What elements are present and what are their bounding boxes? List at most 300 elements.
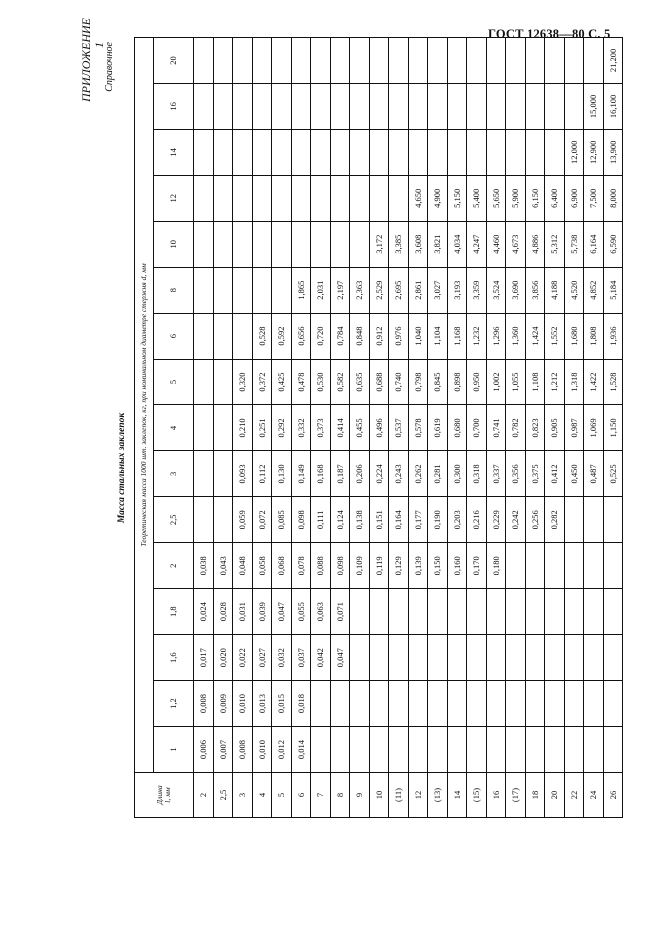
mass-cell: 1,150 [603, 405, 623, 451]
mass-cell [467, 635, 487, 681]
mass-cell: 0,619 [428, 405, 448, 451]
length-cell: 14 [447, 773, 467, 818]
mass-cell [272, 175, 292, 221]
length-cell: (11) [389, 773, 409, 818]
mass-cell [506, 543, 526, 589]
mass-table [134, 37, 623, 818]
mass-cell [350, 589, 370, 635]
length-cell: 4 [252, 773, 272, 818]
diameter-header-cell: 10 [154, 221, 194, 267]
mass-cell [486, 727, 506, 773]
mass-cell [252, 267, 272, 313]
mass-cell [545, 727, 565, 773]
mass-cell [389, 681, 409, 727]
mass-cell: 0,039 [252, 589, 272, 635]
mass-cell [389, 727, 409, 773]
mass-cell: 0,119 [369, 543, 389, 589]
mass-cell: 0,010 [233, 681, 253, 727]
mass-cell [545, 129, 565, 175]
mass-cell [311, 129, 331, 175]
mass-cell: 0,111 [311, 497, 331, 543]
mass-cell: 3,359 [467, 267, 487, 313]
mass-cell: 0,332 [291, 405, 311, 451]
mass-cell [311, 681, 331, 727]
mass-cell: 0,320 [233, 359, 253, 405]
table-row [564, 38, 584, 818]
diameter-header-cell: 4 [154, 405, 194, 451]
mass-cell: 0,160 [447, 543, 467, 589]
mass-cell: 0,528 [252, 313, 272, 359]
mass-cell [194, 497, 214, 543]
mass-cell: 3,856 [525, 267, 545, 313]
mass-cell: 3,608 [408, 221, 428, 267]
mass-cell [584, 497, 604, 543]
mass-cell: 1,680 [564, 313, 584, 359]
mass-cell [389, 589, 409, 635]
table-row [603, 38, 623, 818]
mass-cell [603, 543, 623, 589]
mass-cell: 0,072 [252, 497, 272, 543]
mass-cell: 2,031 [311, 267, 331, 313]
diameter-header-cell: 16 [154, 83, 194, 129]
mass-cell [330, 129, 350, 175]
length-cell: 2 [194, 773, 214, 818]
mass-cell [486, 38, 506, 84]
mass-cell: 0,098 [330, 543, 350, 589]
table-row [447, 38, 467, 818]
mass-cell [369, 83, 389, 129]
mass-cell [194, 175, 214, 221]
mass-cell [213, 129, 233, 175]
mass-cell: 0,112 [252, 451, 272, 497]
mass-cell: 0,496 [369, 405, 389, 451]
mass-cell: 0,784 [330, 313, 350, 359]
mass-cell: 4,886 [525, 221, 545, 267]
mass-cell: 0,700 [467, 405, 487, 451]
mass-cell [330, 83, 350, 129]
table-row [428, 38, 448, 818]
mass-cell [428, 83, 448, 129]
mass-cell: 12,900 [584, 129, 604, 175]
mass-cell: 4,900 [428, 175, 448, 221]
mass-cell: 8,000 [603, 175, 623, 221]
mass-cell: 0,038 [194, 543, 214, 589]
mass-cell: 0,582 [330, 359, 350, 405]
mass-cell [584, 727, 604, 773]
mass-cell: 0,224 [369, 451, 389, 497]
mass-cell [545, 635, 565, 681]
mass-cell [564, 635, 584, 681]
mass-cell: 0,008 [194, 681, 214, 727]
mass-cell: 0,720 [311, 313, 331, 359]
mass-cell: 4,852 [584, 267, 604, 313]
mass-cell [584, 635, 604, 681]
mass-cell: 1,168 [447, 313, 467, 359]
mass-cell: 0,741 [486, 405, 506, 451]
table-row [389, 38, 409, 818]
mass-cell: 0,124 [330, 497, 350, 543]
mass-cell [564, 681, 584, 727]
appendix-label [79, 18, 116, 102]
mass-cell [506, 83, 526, 129]
mass-cell [603, 589, 623, 635]
mass-cell [525, 38, 545, 84]
mass-cell: 0,015 [272, 681, 292, 727]
mass-cell: 6,400 [545, 175, 565, 221]
mass-cell: 0,009 [213, 681, 233, 727]
table-row [467, 38, 487, 818]
mass-cell [428, 129, 448, 175]
table-row [486, 38, 506, 818]
mass-cell: 2,695 [389, 267, 409, 313]
mass-cell [564, 589, 584, 635]
mass-cell [233, 221, 253, 267]
mass-cell: 0,139 [408, 543, 428, 589]
mass-cell: 0,537 [389, 405, 409, 451]
header-row [135, 38, 154, 818]
diameter-header-cell: 14 [154, 129, 194, 175]
mass-cell: 0,530 [311, 359, 331, 405]
table-row [330, 38, 350, 818]
mass-cell [213, 83, 233, 129]
mass-cell: 1,296 [486, 313, 506, 359]
mass-cell: 0,251 [252, 405, 272, 451]
mass-cell [408, 635, 428, 681]
mass-cell: 0,976 [389, 313, 409, 359]
length-cell: (15) [467, 773, 487, 818]
mass-cell: 3,524 [486, 267, 506, 313]
mass-cell [213, 267, 233, 313]
mass-cell [389, 129, 409, 175]
mass-cell [233, 129, 253, 175]
mass-cell: 0,845 [428, 359, 448, 405]
length-header-line: Длина [154, 785, 164, 805]
mass-header-cell: Теоретическая масса 1000 шт. заклепок, кг, при номинальном диаметре стержня d, мм [135, 38, 154, 773]
mass-cell: 0,592 [272, 313, 292, 359]
length-cell: 12 [408, 773, 428, 818]
mass-cell: 0,063 [311, 589, 331, 635]
mass-cell: 1,865 [291, 267, 311, 313]
mass-cell: 6,900 [564, 175, 584, 221]
mass-cell: 0,414 [330, 405, 350, 451]
mass-cell: 0,180 [486, 543, 506, 589]
mass-cell: 0,012 [272, 727, 292, 773]
length-cell: 26 [603, 773, 623, 818]
mass-cell: 4,650 [408, 175, 428, 221]
mass-cell: 0,055 [291, 589, 311, 635]
mass-cell [311, 221, 331, 267]
mass-cell [564, 497, 584, 543]
diameter-header-cell: 2 [154, 543, 194, 589]
mass-cell [486, 83, 506, 129]
mass-cell: 1,360 [506, 313, 526, 359]
mass-cell [486, 129, 506, 175]
mass-cell [408, 681, 428, 727]
mass-cell [545, 589, 565, 635]
mass-cell [311, 175, 331, 221]
mass-cell: 0,525 [603, 451, 623, 497]
mass-cell [603, 497, 623, 543]
mass-cell: 0,688 [369, 359, 389, 405]
mass-cell: 0,085 [272, 497, 292, 543]
mass-cell [447, 38, 467, 84]
mass-cell: 0,008 [233, 727, 253, 773]
diameter-header-cell: 8 [154, 267, 194, 313]
mass-cell: 0,018 [291, 681, 311, 727]
mass-cell [506, 38, 526, 84]
mass-cell: 0,028 [213, 589, 233, 635]
mass-cell: 0,243 [389, 451, 409, 497]
mass-cell [467, 681, 487, 727]
mass-cell [408, 38, 428, 84]
mass-cell: 0,373 [311, 405, 331, 451]
mass-cell: 5,400 [467, 175, 487, 221]
mass-cell: 0,042 [311, 635, 331, 681]
mass-cell: 5,150 [447, 175, 467, 221]
mass-cell: 0,798 [408, 359, 428, 405]
mass-cell [525, 727, 545, 773]
mass-cell [389, 635, 409, 681]
appendix-title: ПРИЛОЖЕНИЕ 1 [79, 18, 106, 102]
table-row [525, 38, 545, 818]
mass-cell: 5,312 [545, 221, 565, 267]
mass-cell: 0,656 [291, 313, 311, 359]
mass-cell: 1,212 [545, 359, 565, 405]
mass-cell [350, 727, 370, 773]
mass-cell [330, 38, 350, 84]
length-cell: 3 [233, 773, 253, 818]
mass-cell [330, 727, 350, 773]
mass-cell: 0,027 [252, 635, 272, 681]
mass-cell [233, 83, 253, 129]
mass-cell: 0,020 [213, 635, 233, 681]
mass-cell [525, 129, 545, 175]
mass-cell [213, 175, 233, 221]
length-cell: 9 [350, 773, 370, 818]
table-row [291, 38, 311, 818]
mass-cell: 0,372 [252, 359, 272, 405]
mass-cell: 3,027 [428, 267, 448, 313]
mass-cell [467, 129, 487, 175]
mass-cell [213, 359, 233, 405]
mass-cell [467, 83, 487, 129]
mass-cell: 0,578 [408, 405, 428, 451]
mass-cell: 3,690 [506, 267, 526, 313]
mass-cell: 0,109 [350, 543, 370, 589]
mass-cell: 1,232 [467, 313, 487, 359]
mass-cell: 0,229 [486, 497, 506, 543]
mass-cell: 4,247 [467, 221, 487, 267]
mass-cell: 0,203 [447, 497, 467, 543]
mass-cell [428, 681, 448, 727]
mass-cell: 16,100 [603, 83, 623, 129]
mass-cell: 0,187 [330, 451, 350, 497]
mass-cell: 0,013 [252, 681, 272, 727]
mass-cell [194, 221, 214, 267]
mass-cell [447, 635, 467, 681]
mass-cell: 0,010 [252, 727, 272, 773]
mass-cell [350, 221, 370, 267]
mass-cell: 0,898 [447, 359, 467, 405]
mass-cell: 0,190 [428, 497, 448, 543]
mass-cell: 0,216 [467, 497, 487, 543]
mass-cell [486, 589, 506, 635]
mass-cell: 0,318 [467, 451, 487, 497]
mass-cell: 5,900 [506, 175, 526, 221]
mass-cell: 0,164 [389, 497, 409, 543]
mass-cell: 1,318 [564, 359, 584, 405]
mass-cell [408, 727, 428, 773]
mass-cell [291, 83, 311, 129]
mass-cell: 13,900 [603, 129, 623, 175]
mass-cell: 1,055 [506, 359, 526, 405]
mass-cell: 0,206 [350, 451, 370, 497]
mass-cell: 0,129 [389, 543, 409, 589]
mass-cell [447, 727, 467, 773]
mass-cell: 0,093 [233, 451, 253, 497]
mass-cell: 2,197 [330, 267, 350, 313]
mass-cell [467, 589, 487, 635]
mass-cell [213, 497, 233, 543]
mass-cell: 0,078 [291, 543, 311, 589]
mass-cell [486, 681, 506, 727]
mass-cell: 0,037 [291, 635, 311, 681]
mass-cell: 0,823 [525, 405, 545, 451]
mass-cell [389, 83, 409, 129]
mass-cell: 12,000 [564, 129, 584, 175]
mass-cell [564, 727, 584, 773]
mass-cell: 0,848 [350, 313, 370, 359]
mass-cell: 0,022 [233, 635, 253, 681]
mass-cell [369, 727, 389, 773]
mass-cell: 0,635 [350, 359, 370, 405]
mass-cell [564, 83, 584, 129]
mass-cell: 0,017 [194, 635, 214, 681]
table-title: Масса стальных заклепок [117, 412, 127, 524]
mass-cell [506, 589, 526, 635]
mass-cell [584, 681, 604, 727]
mass-cell [252, 221, 272, 267]
diameter-header-cell: 5 [154, 359, 194, 405]
table-row [408, 38, 428, 818]
mass-cell [545, 83, 565, 129]
mass-cell [369, 635, 389, 681]
mass-cell [603, 681, 623, 727]
mass-cell: 1,422 [584, 359, 604, 405]
mass-cell [447, 589, 467, 635]
mass-cell [194, 313, 214, 359]
mass-cell [584, 38, 604, 84]
mass-cell: 4,188 [545, 267, 565, 313]
mass-cell: 0,170 [467, 543, 487, 589]
mass-cell [447, 681, 467, 727]
mass-cell [272, 129, 292, 175]
mass-cell [252, 83, 272, 129]
mass-cell: 0,740 [389, 359, 409, 405]
mass-cell: 6,164 [584, 221, 604, 267]
mass-cell: 0,912 [369, 313, 389, 359]
mass-cell: 0,024 [194, 589, 214, 635]
mass-cell: 0,375 [525, 451, 545, 497]
mass-cell: 1,108 [525, 359, 545, 405]
mass-cell: 2,363 [350, 267, 370, 313]
diameter-header-cell: 20 [154, 38, 194, 84]
length-cell: 6 [291, 773, 311, 818]
mass-cell [213, 313, 233, 359]
mass-cell: 0,059 [233, 497, 253, 543]
mass-cell [486, 635, 506, 681]
mass-cell: 3,172 [369, 221, 389, 267]
length-cell: 2,5 [213, 773, 233, 818]
mass-cell: 0,242 [506, 497, 526, 543]
mass-cell: 5,184 [603, 267, 623, 313]
mass-cell [506, 727, 526, 773]
length-cell: 24 [584, 773, 604, 818]
mass-cell: 0,047 [330, 635, 350, 681]
mass-cell [233, 267, 253, 313]
mass-cell [194, 129, 214, 175]
mass-cell: 0,210 [233, 405, 253, 451]
length-cell: 7 [311, 773, 331, 818]
mass-cell [291, 129, 311, 175]
mass-cell: 0,068 [272, 543, 292, 589]
mass-cell: 0,058 [252, 543, 272, 589]
mass-cell: 0,006 [194, 727, 214, 773]
table-row [272, 38, 292, 818]
mass-cell [428, 589, 448, 635]
mass-cell: 0,425 [272, 359, 292, 405]
length-cell: 20 [545, 773, 565, 818]
mass-cell [545, 38, 565, 84]
table-row [369, 38, 389, 818]
diameter-header-cell: 1 [154, 727, 194, 773]
mass-cell: 6,590 [603, 221, 623, 267]
mass-cell: 1,104 [428, 313, 448, 359]
mass-cell [194, 267, 214, 313]
mass-cell: 0,680 [447, 405, 467, 451]
table-row [233, 38, 253, 818]
mass-cell [584, 543, 604, 589]
mass-cell [389, 175, 409, 221]
mass-cell [213, 451, 233, 497]
diameter-header-cell: 1,8 [154, 589, 194, 635]
mass-cell [525, 635, 545, 681]
mass-cell [272, 267, 292, 313]
table-row [252, 38, 272, 818]
mass-cell [350, 83, 370, 129]
mass-cell [369, 38, 389, 84]
mass-cell [350, 681, 370, 727]
mass-cell [194, 405, 214, 451]
mass-cell [272, 221, 292, 267]
mass-cell [369, 681, 389, 727]
mass-cell [252, 175, 272, 221]
length-cell: (17) [506, 773, 526, 818]
length-cell: 10 [369, 773, 389, 818]
mass-cell [291, 38, 311, 84]
mass-cell: 0,356 [506, 451, 526, 497]
mass-cell [545, 681, 565, 727]
mass-cell [252, 129, 272, 175]
mass-cell: 5,738 [564, 221, 584, 267]
mass-cell [564, 543, 584, 589]
mass-cell: 4,673 [506, 221, 526, 267]
mass-cell: 0,138 [350, 497, 370, 543]
mass-cell [525, 83, 545, 129]
mass-cell [213, 221, 233, 267]
mass-cell: 3,193 [447, 267, 467, 313]
mass-cell [330, 175, 350, 221]
